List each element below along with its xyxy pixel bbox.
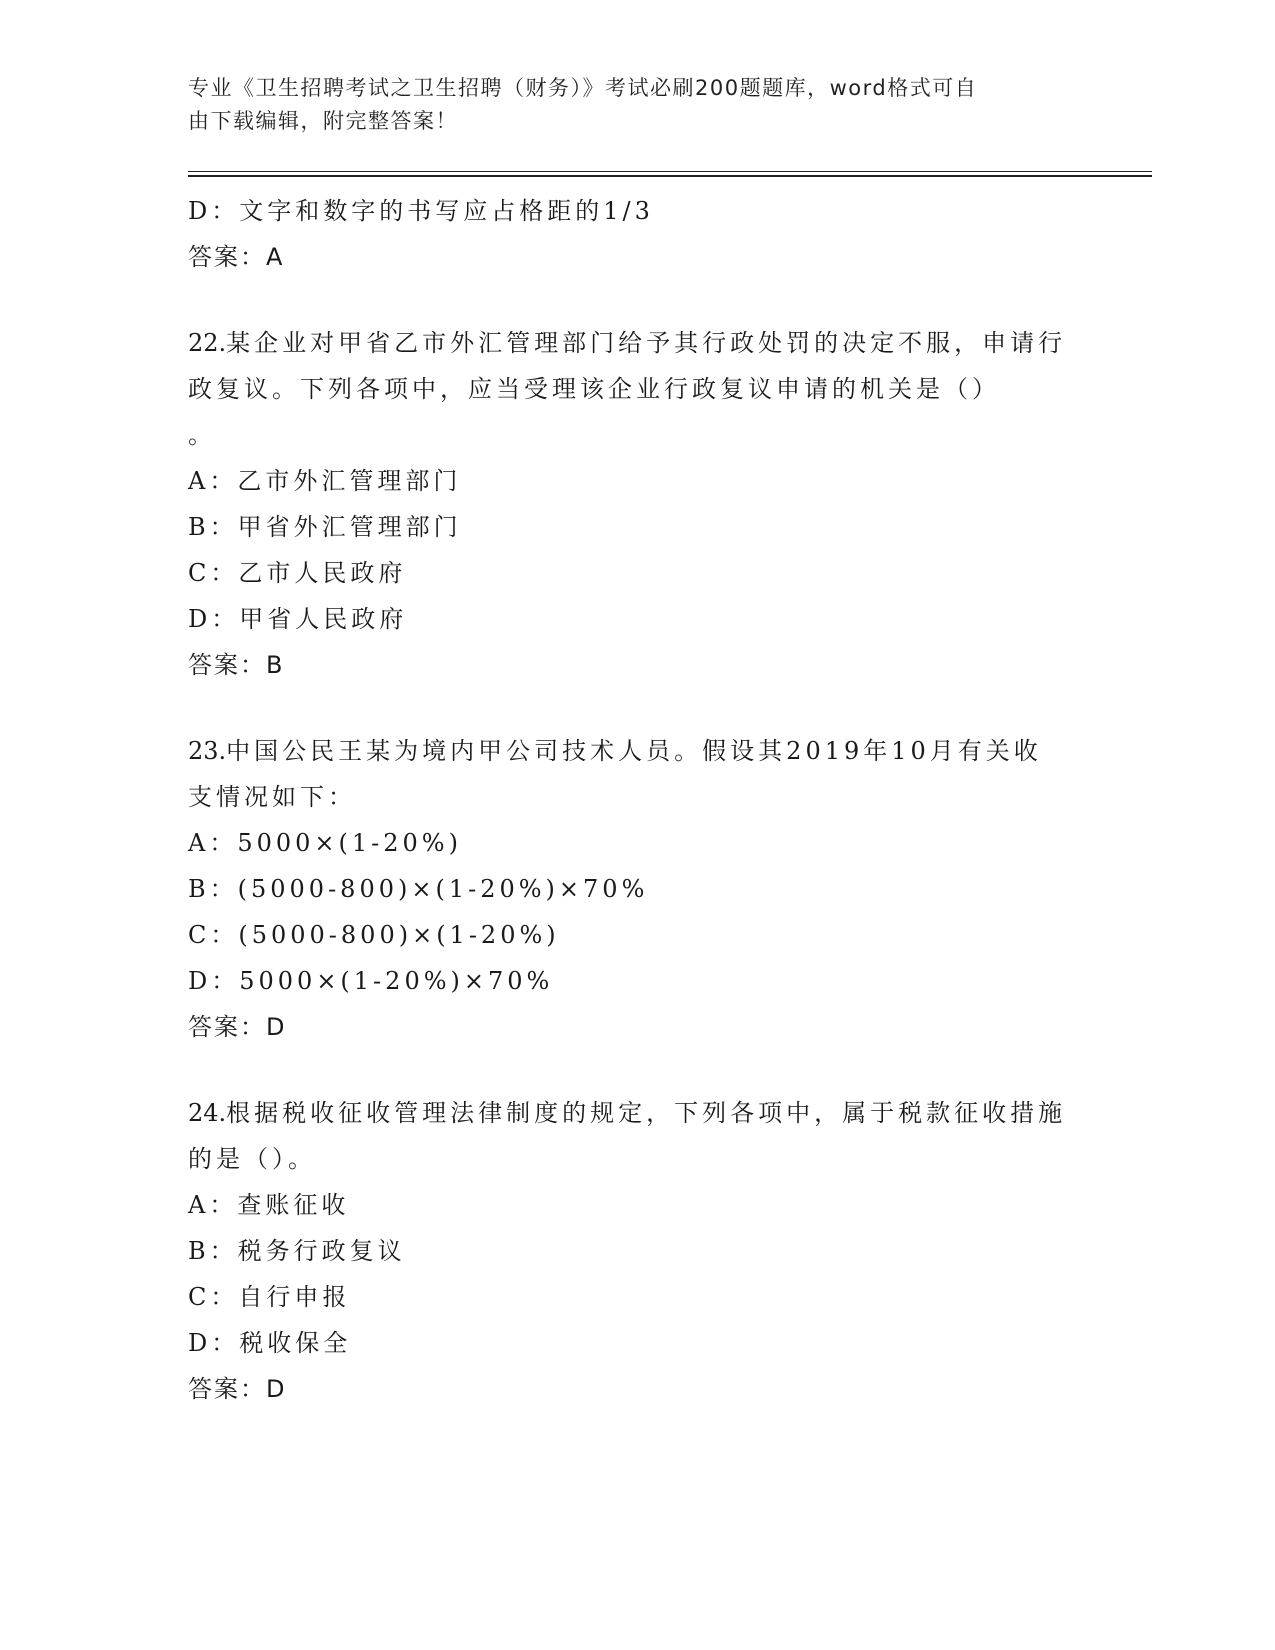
question-text: 中国公民王某为境内甲公司技术人员。假设其2019年10月有关收支情况如下：: [188, 737, 1042, 811]
header-line-1: 专业《卫生招聘考试之卫生招聘（财务）》考试必刷200题题库，word格式可自: [188, 76, 978, 100]
option-c: C：(5000-800)×(1-20%): [188, 921, 560, 949]
option-d: D：甲省人民政府: [188, 605, 408, 633]
question-stem-tail: 。: [188, 421, 216, 449]
question-stem: [188, 728, 1068, 820]
question-number: 23.: [188, 737, 227, 765]
header-divider-bottom: [188, 175, 1152, 177]
question-number: 24.: [188, 1099, 227, 1127]
option-c: C：自行申报: [188, 1283, 351, 1311]
answer-line: 答案：D: [188, 1375, 287, 1403]
question-stem: [188, 1090, 1068, 1182]
option-b: B：(5000-800)×(1-20%)×70%: [188, 875, 649, 903]
option-d: D：税收保全: [188, 1329, 352, 1357]
option-a: A：查账征收: [188, 1191, 350, 1219]
question-text: 根据税收征收管理法律制度的规定，下列各项中，属于税款征收措施的是（）。: [188, 1099, 1067, 1173]
question-stem: [188, 320, 1068, 412]
header-line-2: 由下载编辑，附完整答案！: [188, 109, 458, 133]
answer-line: 答案：A: [188, 243, 285, 271]
option-a: A：乙市外汇管理部门: [188, 467, 462, 495]
header-divider-top: [188, 171, 1152, 172]
question-24: [188, 1090, 1088, 1412]
answer-line: 答案：D: [188, 1013, 287, 1041]
question-number: 22.: [188, 329, 227, 357]
question-text: 某企业对甲省乙市外汇管理部门给予其行政处罚的决定不服，申请行政复议。下列各项中，应当受理该企业行政复议申请的机关是（）: [188, 329, 1067, 403]
option-b: B：甲省外汇管理部门: [188, 513, 462, 541]
option-a: A：5000×(1-20%): [188, 829, 462, 857]
answer-line: 答案：B: [188, 651, 285, 679]
question-23: [188, 728, 1088, 1050]
option-d: D：5000×(1-20%)×70%: [188, 967, 554, 995]
option-b: B：税务行政复议: [188, 1237, 406, 1265]
previous-question-tail: [188, 188, 1088, 280]
document-header: [188, 72, 1068, 138]
question-content: [188, 188, 1088, 1412]
option-d: D：文字和数字的书写应占格距的1/3: [188, 197, 654, 225]
option-c: C：乙市人民政府: [188, 559, 407, 587]
question-22: [188, 320, 1088, 688]
